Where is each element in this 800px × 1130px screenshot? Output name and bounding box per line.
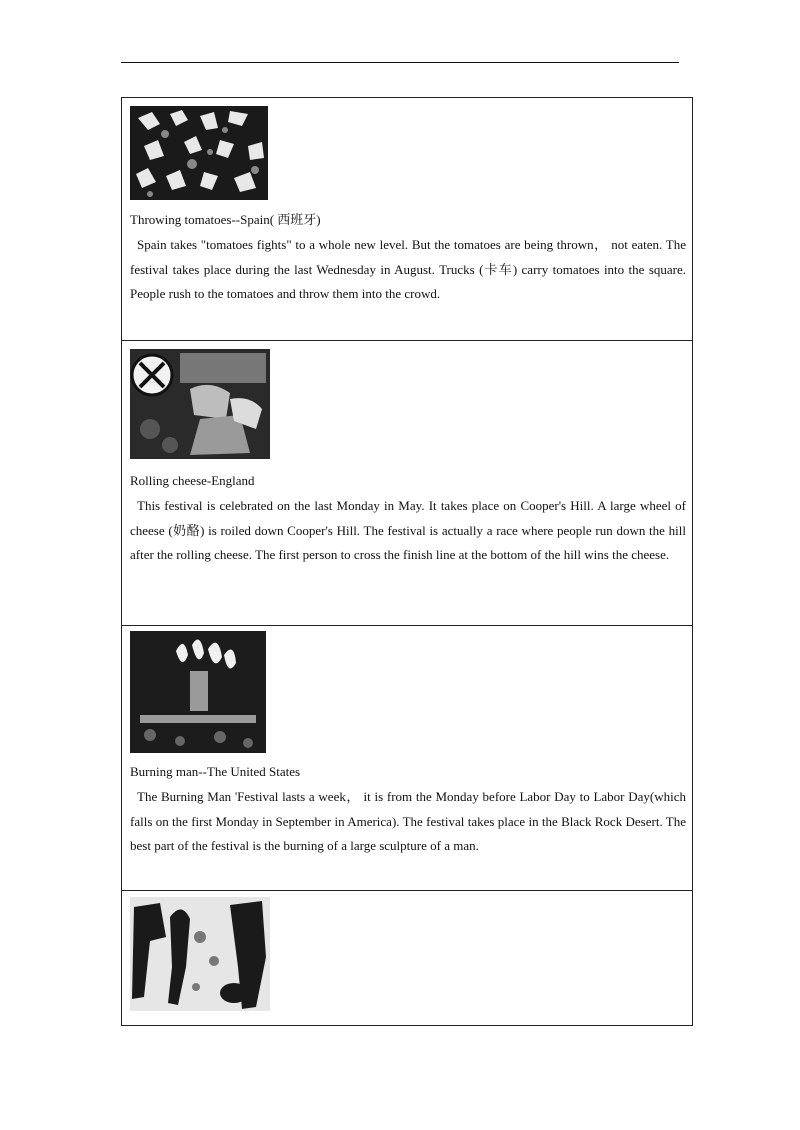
festival-description: The Burning Man 'Festival lasts a week， it is from the Monday before Labor Day to Labor Day(which falls on the first Monday in September in America). The festival takes place in the Black Rock Desert. The best part of the festival is the burning of a large sculpture of a man. xyxy=(130,789,686,853)
festival-description: This festival is celebrated on the last Monday in May. It takes place on Cooper's Hill. A large wheel of cheese (奶酪) is roiled down Cooper's Hill. The festival is actually a race where people run down the hill after the rolling cheese. The first person to cross the finish line at the bottom of the hill wins the cheese. xyxy=(130,498,686,562)
cheese-rolling-photo xyxy=(130,349,270,459)
header-rule xyxy=(121,62,679,63)
festival-row-cheese xyxy=(122,341,692,626)
festival-table xyxy=(121,97,693,1026)
festival-description: Spain takes "tomatoes fights" to a whole new level. But the tomatoes are being thrown， not eaten. The festival takes place during the last Wednesday in August. Trucks (卡车) carry tomatoes into the square. People rush to the tomatoes and throw them into the crowd. xyxy=(130,237,686,301)
burning-man-photo xyxy=(130,631,266,753)
festival-row-monkey xyxy=(122,891,692,1025)
festival-row-burning-man xyxy=(122,626,692,891)
festival-row-tomatoes xyxy=(122,98,692,341)
festival-title: Rolling cheese-England xyxy=(130,473,255,488)
tomato-festival-photo xyxy=(130,106,268,200)
festival-title: Throwing tomatoes--Spain( 西班牙) xyxy=(130,212,321,227)
festival-title: Burning man--The United States xyxy=(130,764,301,779)
monkey-buffet-photo xyxy=(130,897,270,1011)
